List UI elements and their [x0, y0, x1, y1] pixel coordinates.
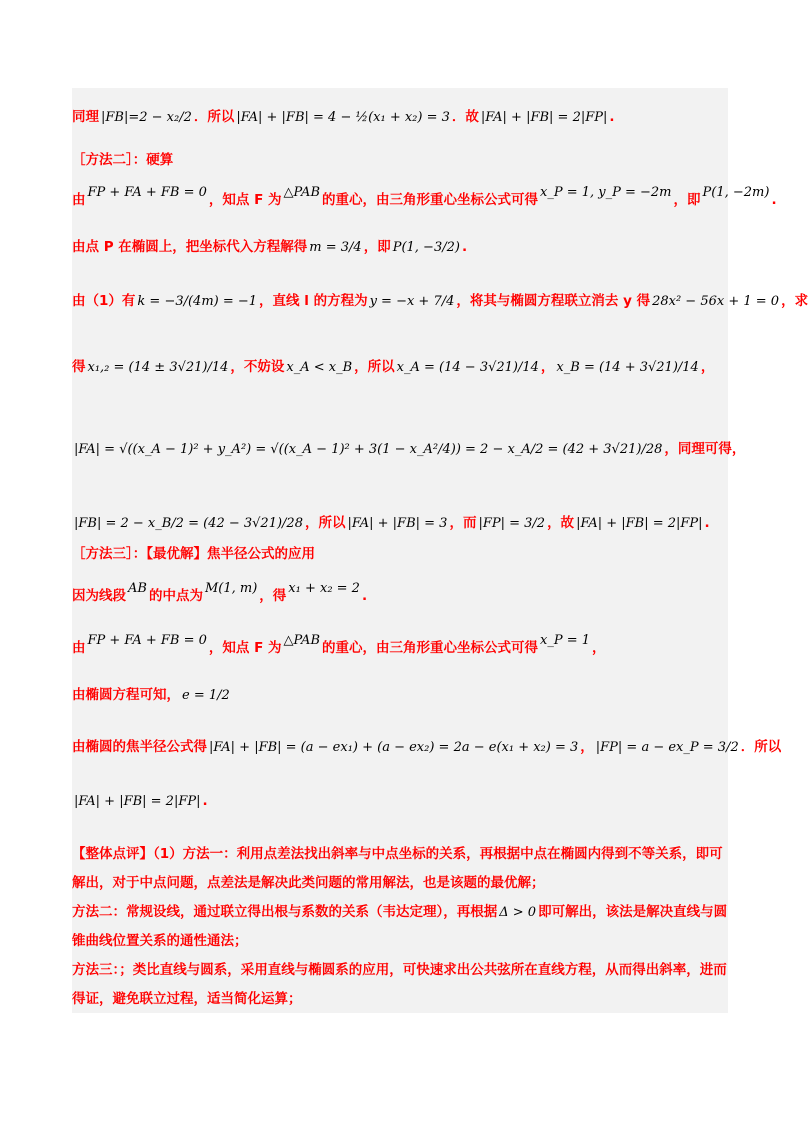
text: ．故	[451, 109, 479, 125]
text: 方法二：常规设线，通过联立得出根与系数的关系（韦达定理），再根据	[72, 904, 498, 920]
text: ，将其与椭圆方程联立消去 y 得	[456, 293, 651, 309]
method-three-heading: ［方法三］：【最优解】焦半径公式的应用	[72, 546, 315, 562]
formula: x_B = (14 + 3√21)/14	[556, 360, 699, 375]
formula: |FA| + |FB| = 2|FP|	[480, 110, 608, 125]
text: ，即	[363, 239, 391, 255]
text: 得	[72, 359, 86, 375]
formula: |FB|=2 − x₂/2	[101, 110, 192, 125]
text: 由（1）有	[72, 293, 136, 309]
formula: e = 1/2	[182, 688, 230, 703]
formula: k = −3/(4m) = −1	[137, 294, 258, 309]
line-5	[72, 284, 808, 319]
text: 的中点为	[148, 588, 203, 604]
text: ，而	[449, 515, 477, 531]
text: .	[704, 515, 710, 531]
text: ，不妨设	[230, 359, 285, 375]
text: .	[202, 793, 208, 809]
text: ，	[540, 359, 555, 375]
line-12	[72, 678, 728, 713]
formula: x_P = 1, y_P = −2m	[540, 185, 672, 200]
text: ，得	[259, 588, 287, 604]
formula: FP + FA + FB = 0	[87, 185, 207, 200]
line-8	[72, 506, 728, 541]
formula: |FA| + |FB| = (a − ex₁) + (a − ex₂) = 2a − e(x₁ + x₂) = 3	[209, 740, 579, 755]
text: 即可解出，该法是解决直线与圆锥曲线位置关系的通性通法；	[72, 904, 728, 949]
formula: x₁ + x₂ = 2	[288, 581, 360, 596]
text: ，	[592, 640, 606, 656]
line-1	[72, 100, 728, 135]
formula: 28x² − 56x + 1 = 0	[652, 294, 780, 309]
formula: |FA| + |FB| = 2|FP|	[576, 516, 703, 531]
text: ，故	[547, 515, 575, 531]
line-10	[72, 572, 728, 613]
formula: △PAB	[283, 633, 320, 648]
formula: |FB| = 2 − x_B/2 = (42 − 3√21)/28	[74, 516, 303, 531]
formula: |FA| + |FB| = 2|FP|	[74, 794, 201, 809]
formula: x_P = 1	[540, 633, 591, 648]
formula: P(1, −2m)	[702, 185, 770, 200]
line-7	[72, 432, 746, 467]
formula: M(1, m)	[204, 581, 258, 596]
text: ，所以	[304, 515, 346, 531]
text: ，直线 l 的方程为	[259, 293, 368, 309]
text: 的重心，由三角形重心坐标公式可得	[322, 192, 538, 208]
text: .	[461, 239, 468, 255]
text: 由椭圆方程可知，	[72, 687, 180, 703]
text: ，	[580, 739, 594, 755]
formula: x₁,₂ = (14 ± 3√21)/14	[87, 360, 229, 375]
formula: |FP| = 3/2	[478, 516, 546, 531]
formula: △PAB	[283, 185, 320, 200]
formula: |FA| + |FB| = 4 − ½(x₁ + x₂) = 3	[236, 110, 450, 125]
text: 同理	[72, 109, 99, 125]
text: .	[609, 109, 615, 125]
text: ．所以	[740, 739, 782, 755]
line-6	[72, 350, 728, 385]
formula: |FA| = √((x_A − 1)² + y_A²) = √((x_A − 1)² + 3(1 − x_A²/4)) = 2 − x_A/2 = (42 + 3√21)/28	[74, 442, 663, 457]
text: 由椭圆的焦半径公式得	[72, 739, 207, 755]
text: 由	[72, 192, 86, 208]
text: 由	[72, 640, 86, 656]
line-11	[72, 624, 728, 665]
review-paragraph-1: 【整体点评】（1）方法一：利用点差法找出斜率与中点坐标的关系，再根据中点在椭圆内得到不等关系，即可解出，对于中点问题，点差法是解决此类问题的常用解法，也是该题的最优解；	[72, 846, 723, 891]
line-14	[72, 784, 728, 819]
text: 因为线段	[72, 588, 126, 604]
review-paragraph-3: 方法三：；类比直线与圆系，采用直线与椭圆系的应用，可快速求出公共弦所在直线方程，从而得出斜率，进而得证，避免联立过程，适当简化运算；	[72, 962, 727, 1007]
text: ，知点 F 为	[208, 640, 282, 656]
text: 的重心，由三角形重心坐标公式可得	[322, 640, 538, 656]
formula: m = 3/4	[309, 240, 362, 255]
formula: AB	[128, 581, 147, 596]
text: .	[771, 192, 777, 208]
formula: Δ > 0	[499, 905, 537, 920]
formula: FP + FA + FB = 0	[87, 633, 207, 648]
formula: x_A < x_B	[286, 360, 353, 375]
text: ，即	[673, 192, 701, 208]
text: .	[361, 588, 368, 604]
formula: x_A = (14 − 3√21)/14	[396, 360, 539, 375]
text: ，	[700, 359, 715, 375]
text: ，求	[781, 293, 808, 309]
line-4	[72, 230, 728, 265]
text: ．所以	[193, 109, 235, 125]
method-two-heading: ［方法二］：硬算	[72, 152, 174, 168]
line-13	[72, 730, 782, 765]
formula: |FP| = a − ex_P = 3/2	[595, 740, 739, 755]
text: 由点 P 在椭圆上，把坐标代入方程解得	[72, 239, 308, 255]
review-paragraph-2	[72, 898, 728, 956]
formula: y = −x + 7/4	[369, 294, 455, 309]
formula: P(1, −3/2)	[392, 240, 460, 255]
line-3	[72, 176, 777, 217]
text: ，所以	[354, 359, 395, 375]
formula: |FA| + |FB| = 3	[347, 516, 448, 531]
text: ，知点 F 为	[208, 192, 282, 208]
text: ，同理可得，	[664, 441, 746, 457]
document-page	[72, 88, 808, 1013]
